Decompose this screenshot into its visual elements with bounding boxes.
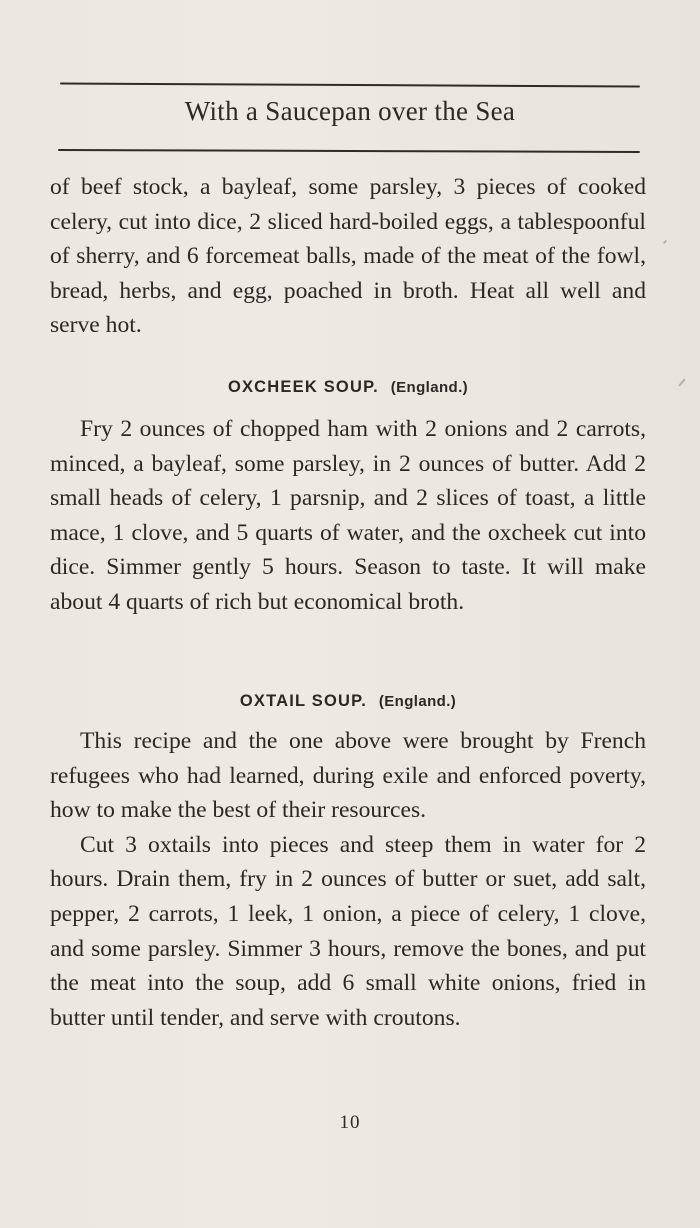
- recipe-title: OXCHEEK SOUP.: [227, 378, 379, 396]
- continuation-paragraph: of beef stock, a bayleaf, some parsley, 3 pieces of cooked celery, cut into dice, 2 sliced hard-boiled eggs, a tablespoonful of sherry, and 6 forcemeat balls, made of the meat of the fowl, bread, herbs, and egg, poached in broth. Heat all well and serve hot.: [50, 174, 646, 339]
- recipe-heading-oxcheek: [50, 378, 646, 397]
- recipe-title: OXTAIL SOUP.: [239, 692, 368, 710]
- recipe-paragraph: Fry 2 ounces of chopped ham with 2 onions and 2 carrots, minced, a bayleaf, some parsley, in 2 ounces of butter. Add 2 small heads of celery, 1 parsnip, and 2 slices of toast, a little mace, 1 clove, and 5 quarts of water, and the oxcheek cut into dice. Simmer gently 5 hours. Season to taste. It will make about 4 quarts of rich but economical broth.: [50, 416, 646, 615]
- paper-speck: [678, 378, 685, 386]
- page-number: 10: [339, 1112, 361, 1133]
- continuation-block: [50, 170, 646, 343]
- header-rule-top: [60, 82, 640, 87]
- recipe-body-oxcheek: [50, 412, 646, 620]
- header-rule-bottom: [58, 149, 640, 153]
- recipe-origin: (England.): [378, 693, 457, 710]
- recipe-paragraph: Cut 3 oxtails into pieces and steep them in water for 2 hours. Drain them, fry in 2 ounces of butter or suet, add salt, pepper, 2 carrots, 1 leek, 1 onion, a piece of celery, 1 clove, and some parsley. Simmer 3 hours, remove the bones, and put the meat into the soup, add 6 small white onions, fried in butter until tender, and serve with croutons.: [50, 831, 646, 1031]
- paper-speck: [663, 240, 667, 244]
- recipe-body-oxtail: [50, 724, 646, 1035]
- recipe-heading-oxtail: [50, 692, 646, 711]
- recipe-origin: (England.): [390, 379, 469, 396]
- recipe-paragraph: This recipe and the one above were brought by French refugees who had learned, during exile and enforced poverty, how to make the best of their resources.: [50, 728, 646, 824]
- running-header: With a Saucepan over the Sea: [184, 96, 516, 126]
